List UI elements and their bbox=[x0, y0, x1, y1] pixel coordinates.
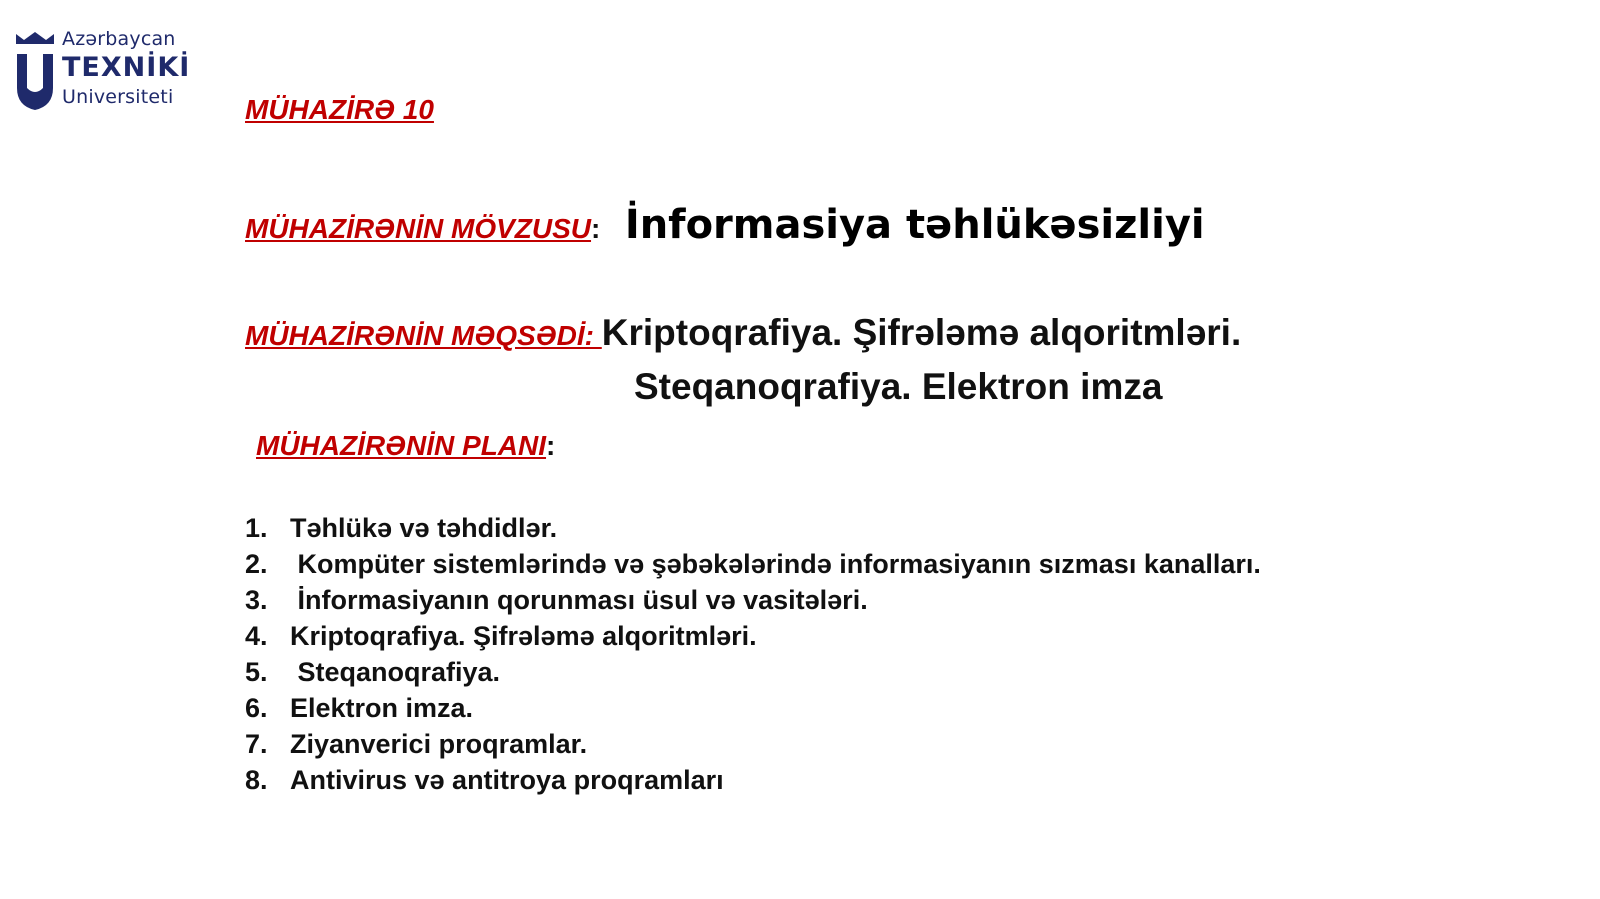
plan-list-item bbox=[245, 762, 1261, 798]
plan-item-number: 6. bbox=[245, 693, 268, 723]
logo-line-3: Universiteti bbox=[62, 86, 174, 108]
plan-item-text: Kompüter sistemlərində və şəbəkələrində informasiyanın sızması kanalları. bbox=[290, 549, 1261, 579]
logo-line-1: Azərbaycan bbox=[62, 28, 176, 50]
plan-item-number: 1. bbox=[245, 513, 268, 543]
plan-list-item bbox=[245, 618, 1261, 654]
plan-list bbox=[245, 510, 1261, 798]
plan-item-number: 3. bbox=[245, 585, 268, 615]
plan-list-item bbox=[245, 690, 1261, 726]
goal-value-line-2: Steqanoqrafiya. Elektron imza bbox=[634, 366, 1163, 407]
plan-item-number: 7. bbox=[245, 729, 268, 759]
plan-item-number: 2. bbox=[245, 549, 268, 579]
plan-list-item bbox=[245, 654, 1261, 690]
goal-row bbox=[245, 312, 1241, 354]
plan-list-item bbox=[245, 726, 1261, 762]
plan-label: MÜHAZİRƏNİN PLANI bbox=[256, 430, 547, 461]
goal-value-line-1: Kriptoqrafiya. Şifrələmə alqoritmləri. bbox=[601, 312, 1242, 353]
plan-list-item bbox=[245, 582, 1261, 618]
topic-label: MÜHAZİRƏNİN MÖVZUSU bbox=[245, 213, 592, 244]
plan-item-number: 8. bbox=[245, 765, 268, 795]
plan-item-text: Antivirus və antitroya proqramları bbox=[290, 765, 724, 795]
plan-item-text: Ziyanverici proqramlar. bbox=[290, 729, 588, 759]
plan-item-text: Təhlükə və təhdidlər. bbox=[290, 513, 558, 543]
plan-list-item bbox=[245, 546, 1261, 582]
topic-value: İnformasiya təhlükəsizliyi bbox=[624, 202, 1205, 248]
plan-item-text: Steqanoqrafiya. bbox=[290, 657, 501, 687]
topic-row bbox=[245, 202, 1205, 248]
plan-colon: : bbox=[546, 430, 556, 461]
university-logo-mark-icon bbox=[16, 30, 54, 110]
plan-item-number: 4. bbox=[245, 621, 268, 651]
plan-heading-row bbox=[256, 430, 555, 462]
logo-line-2: TEXNİKİ bbox=[62, 52, 191, 83]
plan-list-item bbox=[245, 510, 1261, 546]
plan-item-text: Elektron imza. bbox=[290, 693, 474, 723]
plan-item-number: 5. bbox=[245, 657, 268, 687]
university-logo-text bbox=[62, 26, 190, 110]
plan-item-text: Kriptoqrafiya. Şifrələmə alqoritmləri. bbox=[290, 621, 757, 651]
goal-label: MÜHAZİRƏNİN MƏQSƏDİ: bbox=[245, 320, 602, 351]
plan-item-text: İnformasiyanın qorunması üsul və vasitələri. bbox=[290, 585, 868, 615]
lecture-number-title: MÜHAZİRƏ 10 bbox=[245, 94, 434, 125]
university-logo bbox=[16, 26, 191, 116]
topic-colon: : bbox=[591, 213, 601, 244]
